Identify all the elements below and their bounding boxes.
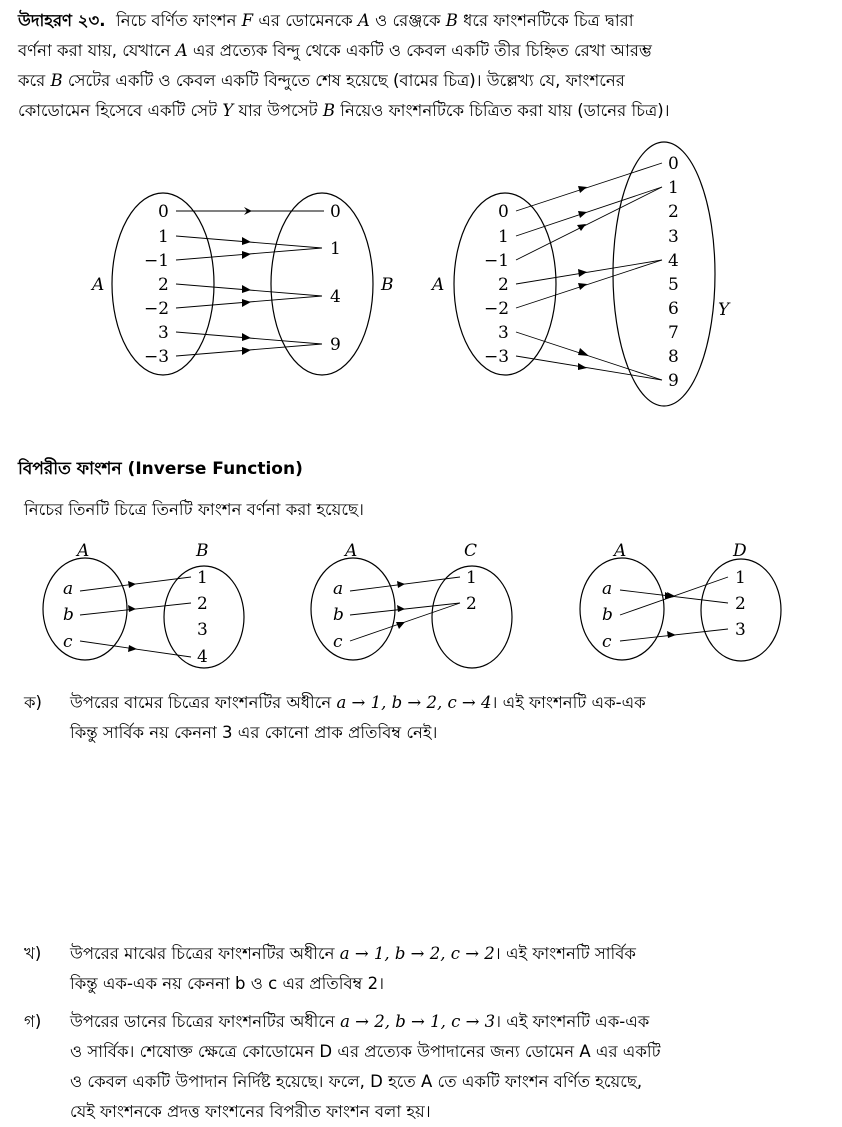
item-ka <box>24 688 824 748</box>
diagram-3-codomain-element: 3 <box>735 620 746 640</box>
diagram-2-arrows <box>350 577 460 641</box>
diagram-3-domain-element: c <box>602 632 612 652</box>
figure-1-domain-element: 1 <box>158 227 169 247</box>
figure-2-domain-element: 0 <box>498 202 509 222</box>
item-line-1: উপরের ডানের চিত্রের ফাংশনটির অধীনে a → 2, b → 1, c → 3। এই ফাংশনটি এক-এক <box>70 1012 650 1031</box>
example-label: উদাহরণ ২৩. <box>18 11 106 30</box>
figure-2-arrow <box>516 260 662 284</box>
diagram-1-codomain-element: 1 <box>197 568 208 588</box>
figure-2-domain-element: 2 <box>498 275 509 295</box>
diagram-2-codomain-label: C <box>464 541 478 561</box>
section-heading: বিপরীত ফাংশন (Inverse Function) <box>18 459 303 479</box>
diagram-2-domain-element: c <box>333 632 343 652</box>
diagram-2-a-to-c <box>311 541 512 668</box>
figure-2-arrowhead <box>578 363 587 370</box>
section-intro: নিচের তিনটি চিত্রে তিনটি ফাংশন বর্ণনা করা হয়েছে। <box>24 500 364 519</box>
diagram-3-codomain-label: D <box>733 541 747 561</box>
figure-2-arrowhead <box>577 224 586 231</box>
figure-1-mapping-a-to-b <box>90 193 394 375</box>
example-line-2: বর্ণনা করা যায়, যেখানে A এর প্রত্যেক বিন্দু থেকে একটি ও কেবল একটি তীর চিহ্নিত রেখা আরম্ভ <box>18 41 652 60</box>
diagram-1-domain-element: b <box>63 605 74 625</box>
item-line-1: উপরের মাঝের চিত্রের ফাংশনটির অধীনে a → 1, b → 2, c → 2। এই ফাংশনটি সার্বিক <box>70 944 636 963</box>
figure-2-arrow <box>516 356 662 380</box>
figure-1-domain-element: −1 <box>144 251 170 271</box>
diagram-2-domain-element: a <box>333 579 344 599</box>
figure-2-arrowhead <box>578 186 587 193</box>
item-ga <box>24 1007 824 1127</box>
figure-1-range-label: B <box>381 275 394 295</box>
figure-2-domain-element: 3 <box>498 323 509 343</box>
figure-2-arrowhead <box>578 283 587 290</box>
diagram-1-arrowhead <box>128 645 137 652</box>
figure-2-codomain-element: 9 <box>668 371 679 391</box>
figure-1-arrows <box>176 207 324 356</box>
diagram-2-domain-label: A <box>345 541 358 561</box>
figure-1-range-element: 4 <box>330 287 341 307</box>
example-line-1: উদাহরণ ২৩. নিচে বর্ণিত ফাংশন F এর ডোমেনকে A ও রেঞ্জকে B ধরে ফাংশনটিকে চিত্র দ্বারা <box>18 11 634 30</box>
item-line-2: কিন্তু সার্বিক নয় কেননা 3 এর কোনো প্রাক প্রতিবিম্ব নেই। <box>70 723 438 742</box>
example-line-4: কোডোমেন হিসেবে একটি সেট Y যার উপসেট B নিয়েও ফাংশনটিকে চিত্রিত করা যায় (ডানের চিত্র)। <box>18 101 670 120</box>
figure-1-domain-element: 3 <box>158 323 169 343</box>
item-label: ক) <box>24 693 42 712</box>
figure-2-codomain-element: 8 <box>668 347 679 367</box>
figure-1-arrowhead <box>242 285 251 293</box>
item-line-2: ও সার্বিক। শেষোক্ত ক্ষেত্রে কোডোমেন D এর প্রত্যেক উপাদানের জন্য ডোমেন A এর একটি <box>70 1042 661 1061</box>
figure-2-arrowhead <box>578 211 587 218</box>
diagram-1-arrowhead <box>128 605 136 612</box>
figure-2-arrow <box>516 163 662 211</box>
diagram-3-domain-ellipse <box>580 558 664 660</box>
item-line-2: কিন্তু এক-এক নয় কেননা b ও c এর প্রতিবিম্ব 2। <box>70 974 385 993</box>
diagram-2-arrowhead <box>397 581 405 588</box>
diagram-3-codomain-element: 2 <box>735 594 746 614</box>
diagram-3-domain-label: A <box>614 541 627 561</box>
item-label: গ) <box>24 1012 42 1031</box>
figure-2-arrows <box>516 163 662 380</box>
figure-1-range-element: 1 <box>330 239 341 259</box>
figure-1-range-ellipse <box>271 193 373 375</box>
diagram-1-codomain-element: 2 <box>197 594 208 614</box>
figure-2-codomain-element: 4 <box>668 251 679 271</box>
figure-2-domain-element: −1 <box>484 251 510 271</box>
diagram-1-domain-label: A <box>77 541 90 561</box>
figure-2-codomain-element: 5 <box>668 275 679 295</box>
diagram-3-arrows <box>620 577 728 641</box>
item-line-4: যেই ফাংশনকে প্রদত্ত ফাংশনের বিপরীত ফাংশন বলা হয়। <box>70 1102 431 1121</box>
diagram-2-domain-element: b <box>333 605 344 625</box>
diagram-1-domain-element: a <box>63 579 74 599</box>
diagram-1-domain-ellipse <box>43 558 127 660</box>
figure-1-domain-element: −2 <box>144 299 170 319</box>
figure-1-arrowhead <box>242 299 251 307</box>
figure-1-arrowhead <box>242 333 251 341</box>
diagram-2-domain-ellipse <box>311 558 395 660</box>
figure-1-domain-label: A <box>92 275 105 295</box>
figure-2-codomain-element: 6 <box>668 299 679 319</box>
diagram-3-domain-element: b <box>602 605 613 625</box>
figure-1-domain-element: 2 <box>158 275 169 295</box>
diagram-1-codomain-element: 3 <box>197 620 208 640</box>
diagram-1-a-to-b <box>43 541 244 668</box>
diagram-2-codomain-element: 2 <box>466 594 477 614</box>
item-label: খ) <box>24 944 42 963</box>
figure-2-codomain-element: 7 <box>668 323 679 343</box>
figure-2-codomain-label: Y <box>718 300 730 320</box>
figure-2-codomain-element: 0 <box>668 154 679 174</box>
figure-2-arrowhead <box>578 348 589 356</box>
figure-2-arrow <box>516 187 662 236</box>
diagram-1-arrowhead <box>128 581 136 588</box>
figure-2-mapping-a-to-y <box>430 142 731 406</box>
figure-1-arrowhead <box>242 347 251 355</box>
figure-2-domain-element: −2 <box>484 299 510 319</box>
item-line-1: উপরের বামের চিত্রের ফাংশনটির অধীনে a → 1, b → 2, c → 4। এই ফাংশনটি এক-এক <box>70 693 646 712</box>
figure-2-codomain-element: 2 <box>668 202 679 222</box>
diagram-1-codomain-label: B <box>196 541 209 561</box>
figure-2-codomain-element: 3 <box>668 227 679 247</box>
diagram-3-arrow <box>620 590 728 603</box>
diagram-3-codomain-element: 1 <box>735 568 746 588</box>
diagram-3-arrowhead <box>667 631 676 638</box>
diagram-3-a-to-d <box>580 541 781 661</box>
figure-2-domain-label: A <box>432 275 445 295</box>
diagram-2-arrowhead <box>396 622 405 629</box>
diagram-2-codomain-element: 1 <box>466 568 477 588</box>
figure-1-domain-element: −3 <box>144 347 170 367</box>
diagram-1-domain-element: c <box>63 632 73 652</box>
figure-1-domain-element: 0 <box>158 202 169 222</box>
diagram-3-domain-element: a <box>602 579 613 599</box>
figure-2-arrow <box>516 260 662 308</box>
figure-1-arrowhead <box>242 237 251 245</box>
figure-1-arrowhead <box>242 251 251 259</box>
figure-1-range-element: 9 <box>330 335 341 355</box>
figure-2-arrow <box>516 187 662 260</box>
diagram-2-arrowhead <box>397 605 405 612</box>
diagram-1-arrows <box>80 577 191 657</box>
item-kha <box>24 939 824 999</box>
diagram-1-codomain-element: 4 <box>197 647 208 667</box>
figure-1-range-element: 0 <box>330 202 341 222</box>
figure-2-codomain-element: 1 <box>668 178 679 198</box>
example-line-3: করে B সেটের একটি ও কেবল একটি বিন্দুতে শেষ হয়েছে (বামের চিত্র)। উল্লেখ্য যে, ফাংশনের <box>18 71 625 90</box>
figure-2-domain-element: 1 <box>498 227 509 247</box>
figure-2-domain-element: −3 <box>484 347 510 367</box>
item-line-3: ও কেবল একটি উপাদান নির্দিষ্ট হয়েছে। ফলে, D হতে A তে একটি ফাংশন বর্ণিত হয়েছে, <box>70 1072 643 1091</box>
figure-2-codomain-ellipse <box>613 142 715 406</box>
